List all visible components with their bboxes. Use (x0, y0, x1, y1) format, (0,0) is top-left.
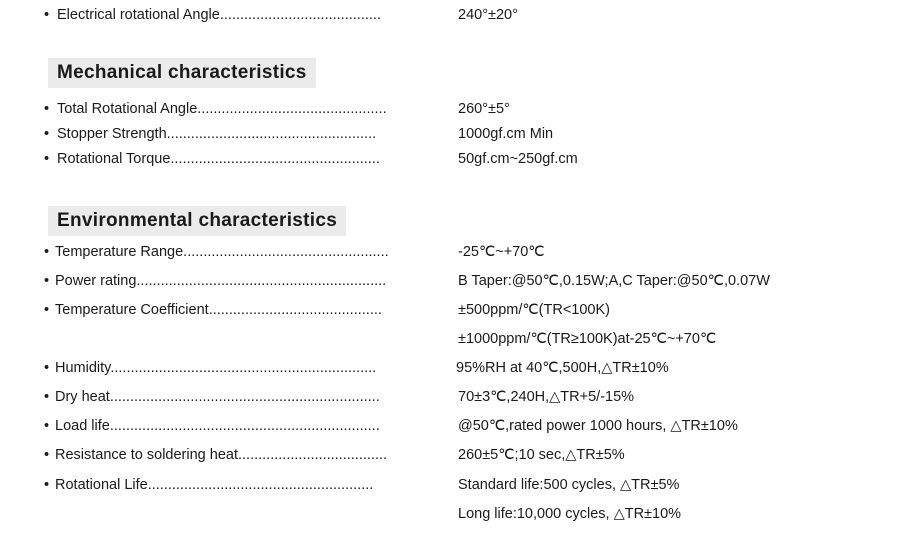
spec-label: Dry heat (55, 389, 110, 405)
bullet: • (44, 101, 50, 117)
spec-value: B Taper:@50℃,0.15W;A,C Taper:@50℃,0.07W (458, 273, 770, 289)
spec-label: Humidity (55, 360, 111, 376)
spec-label: Electrical rotational Angle (57, 7, 220, 23)
bullet: • (44, 477, 50, 493)
spec-value: Standard life:500 cycles, △TR±5% (458, 477, 680, 493)
bullet: • (44, 151, 50, 167)
bullet: • (44, 360, 50, 376)
spec-value-continuation: ±1000ppm/℃(TR≥100K)at-25℃~+70℃ (458, 331, 717, 347)
dot-leader: ..................................... (237, 447, 388, 463)
spec-label: Total Rotational Angle (57, 101, 198, 117)
dot-leader: .................................................... (170, 151, 380, 167)
bullet: • (44, 418, 50, 434)
spec-label: Load life (55, 418, 110, 434)
spec-label: Power rating (55, 273, 137, 289)
spec-value: ±500ppm/℃(TR<100K) (458, 302, 610, 318)
spec-value: 95%RH at 40℃,500H,△TR±10% (456, 360, 669, 376)
spec-value-continuation: Long life:10,000 cycles, △TR±10% (458, 506, 682, 522)
dot-leader: .............................................................. (136, 273, 387, 289)
spec-value: 260°±5° (458, 101, 510, 117)
bullet: • (44, 302, 50, 318)
dot-leader: ............................................... (197, 101, 387, 117)
section-heading-environmental: Environmental characteristics (48, 206, 346, 236)
bullet: • (44, 447, 50, 463)
spec-label: Temperature Coefficient (55, 302, 209, 318)
spec-value: 50gf.cm~250gf.cm (458, 151, 578, 167)
bullet: • (44, 244, 50, 260)
section-heading-mechanical: Mechanical characteristics (48, 58, 316, 88)
dot-leader: ........................................................ (147, 477, 374, 493)
bullet: • (44, 126, 50, 142)
dot-leader: ................................................... (183, 244, 389, 260)
spec-value: 260±5℃;10 sec,△TR±5% (458, 447, 625, 463)
spec-label: Rotational Life (55, 477, 148, 493)
dot-leader: ................................................................... (109, 389, 380, 405)
bullet: • (44, 273, 50, 289)
spec-label: Rotational Torque (57, 151, 171, 167)
spec-label: Temperature Range (55, 244, 184, 260)
dot-leader: ........................................... (208, 302, 382, 318)
spec-value: -25℃~+70℃ (458, 244, 545, 260)
dot-leader: ........................................ (219, 7, 381, 23)
bullet: • (44, 389, 50, 405)
spec-value: @50℃,rated power 1000 hours, △TR±10% (458, 418, 738, 434)
spec-value: 1000gf.cm Min (458, 126, 554, 142)
dot-leader: ................................................................... (109, 418, 380, 434)
spec-value: 240°±20° (458, 7, 518, 23)
spec-label: Stopper Strength (57, 126, 167, 142)
bullet: • (44, 7, 50, 23)
dot-leader: .................................................................. (110, 360, 377, 376)
spec-label: Resistance to soldering heat (55, 447, 238, 463)
spec-value: 70±3℃,240H,△TR+5/-15% (458, 389, 635, 405)
dot-leader: .................................................... (166, 126, 377, 142)
